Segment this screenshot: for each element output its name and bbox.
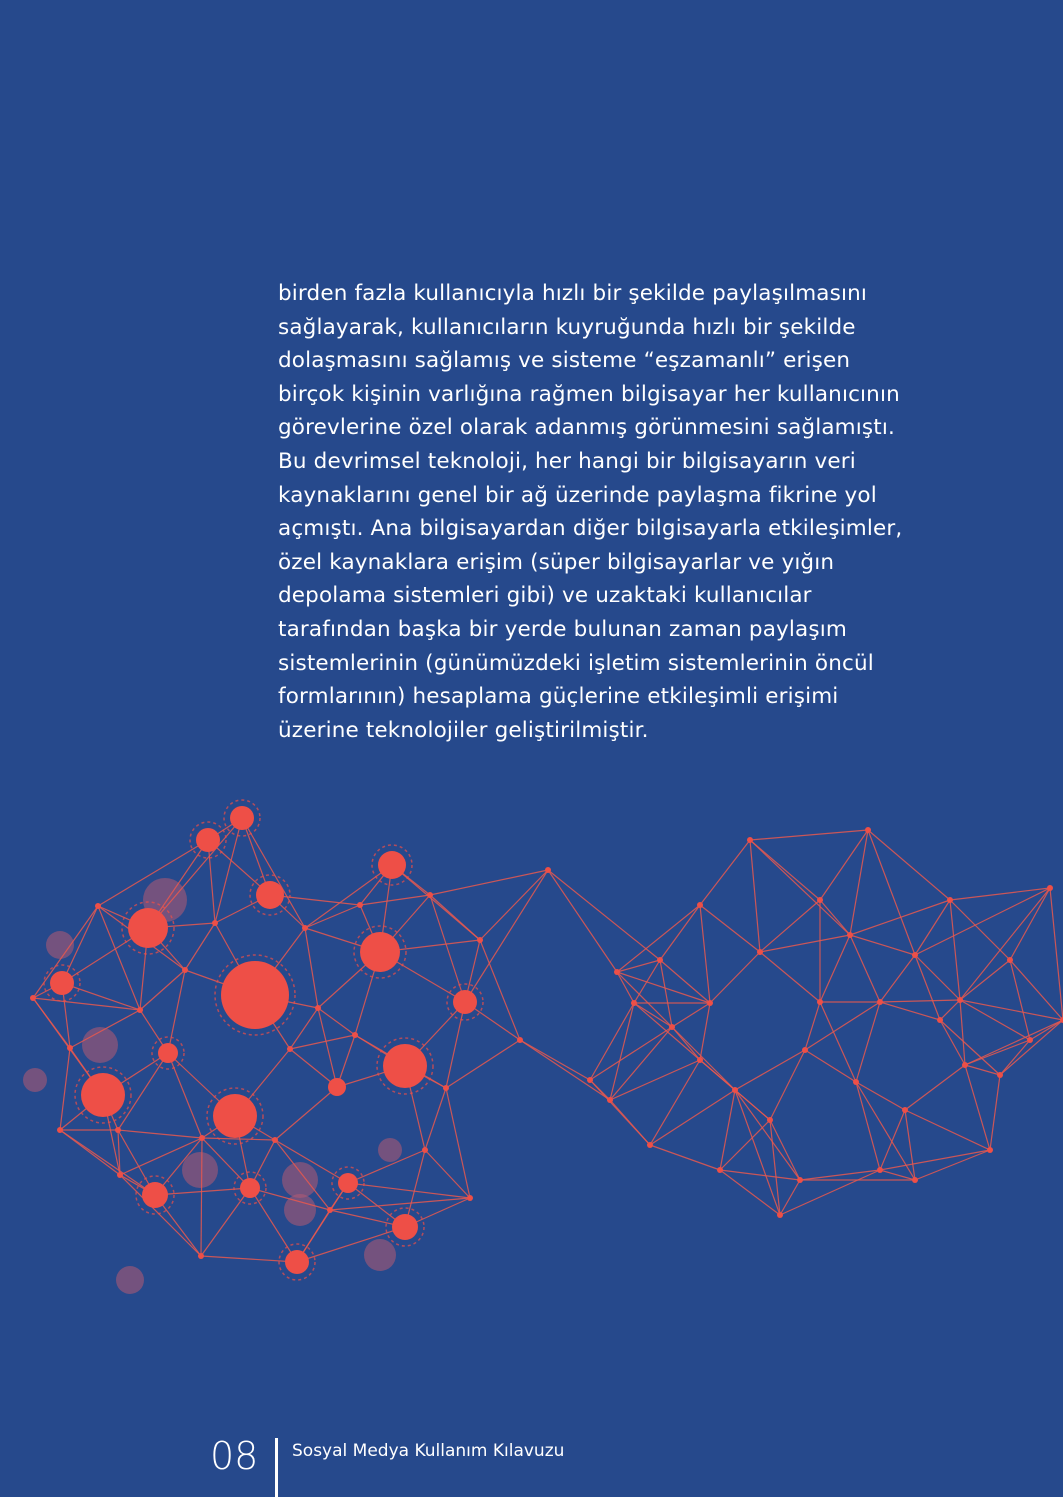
network-line	[700, 840, 750, 905]
network-node	[328, 1078, 346, 1096]
network-line	[915, 955, 940, 1020]
network-line	[760, 952, 820, 1002]
network-node	[717, 1167, 723, 1173]
network-line	[915, 1150, 990, 1180]
network-line	[446, 1040, 520, 1088]
network-line	[850, 935, 880, 1002]
network-line	[634, 1003, 700, 1060]
network-node	[853, 1079, 859, 1085]
network-node	[797, 1177, 803, 1183]
footer-divider	[275, 1438, 278, 1497]
network-line	[960, 1000, 965, 1065]
network-line	[208, 840, 215, 923]
network-node	[947, 897, 953, 903]
network-node	[987, 1147, 993, 1153]
network-node	[757, 949, 763, 955]
network-node	[877, 999, 883, 1005]
network-node	[198, 1253, 204, 1259]
network-line	[520, 1040, 590, 1080]
body-paragraph	[278, 277, 978, 747]
network-node	[115, 1127, 121, 1133]
network-node	[213, 1094, 257, 1138]
network-node	[697, 1057, 703, 1063]
paragraph-line: birçok kişinin varlığına rağmen bilgisayar her kullanıcının	[278, 381, 900, 407]
network-line	[880, 1002, 940, 1020]
network-faded-node	[23, 1068, 47, 1092]
network-faded-node	[116, 1266, 144, 1294]
paragraph-line: dolaşmasını sağlamış ve sisteme “eşzamanlı” erişen	[278, 348, 851, 374]
network-node	[199, 1135, 205, 1141]
network-line	[480, 870, 548, 940]
network-line	[185, 923, 215, 970]
network-line	[360, 895, 430, 905]
network-faded-node	[364, 1239, 396, 1271]
network-node	[777, 1212, 783, 1218]
network-node	[607, 1097, 613, 1103]
network-line	[118, 1130, 202, 1138]
network-line	[590, 1003, 634, 1080]
network-node	[802, 1047, 808, 1053]
network-line	[700, 905, 760, 952]
network-node	[392, 1214, 418, 1240]
network-line	[856, 1082, 915, 1180]
footer-title: Sosyal Medya Kullanım Kılavuzu	[292, 1441, 565, 1461]
network-line	[905, 1065, 965, 1110]
network-node	[937, 1017, 943, 1023]
network-line	[700, 1003, 710, 1060]
network-line	[520, 1040, 610, 1100]
network-node	[240, 1178, 260, 1198]
network-node	[631, 1000, 637, 1006]
network-node	[847, 932, 853, 938]
network-node	[747, 837, 753, 843]
page-number: 08	[210, 1434, 259, 1478]
network-node	[117, 1172, 123, 1178]
network-line	[965, 1065, 990, 1150]
network-node	[453, 990, 477, 1014]
network-faded-node	[282, 1162, 318, 1198]
network-node	[877, 1167, 883, 1173]
network-line	[868, 830, 950, 900]
network-faded-node	[378, 1138, 402, 1162]
network-node	[1027, 1037, 1033, 1043]
network-line	[430, 870, 548, 895]
network-line	[1030, 1020, 1063, 1040]
network-line	[201, 1188, 250, 1256]
paragraph-line: birden fazla kullanıcıyla hızlı bir şekilde paylaşılmasını	[278, 281, 868, 306]
network-line	[610, 1100, 650, 1145]
network-node	[962, 1062, 968, 1068]
network-line	[634, 1003, 672, 1027]
network-line	[780, 1180, 800, 1215]
network-line	[672, 1003, 710, 1027]
network-line	[735, 1090, 800, 1180]
network-faded-node	[82, 1027, 118, 1063]
network-node	[467, 1195, 473, 1201]
network-line	[650, 1060, 700, 1145]
network-node	[272, 1137, 278, 1143]
network-line	[850, 935, 915, 955]
paragraph-line: sağlayarak, kullanıcıların kuyruğunda hızlı bir şekilde	[278, 314, 856, 340]
network-line	[820, 830, 868, 900]
network-node	[50, 971, 74, 995]
network-line	[880, 1000, 960, 1002]
network-line	[60, 1048, 70, 1130]
network-line	[850, 830, 868, 935]
network-node	[707, 1000, 713, 1006]
network-line	[650, 1145, 720, 1170]
network-node	[427, 892, 433, 898]
network-line	[760, 900, 820, 952]
network-node	[865, 827, 871, 833]
network-line	[118, 1053, 168, 1130]
network-line	[820, 935, 850, 1002]
network-line	[760, 935, 850, 952]
network-node	[443, 1085, 449, 1091]
network-line	[750, 840, 850, 935]
network-line	[590, 1027, 672, 1080]
paragraph-line: tarafından başka bir yerde bulunan zaman paylaşım	[278, 616, 847, 642]
network-node	[212, 920, 218, 926]
network-line	[700, 905, 710, 1003]
network-line	[940, 1000, 960, 1020]
network-line	[290, 1035, 355, 1049]
network-line	[548, 870, 660, 960]
network-line	[820, 900, 850, 935]
paragraph-line: formlarının) hesaplama güçlerine etkileşimli erişimi	[278, 684, 839, 710]
network-node	[285, 1250, 309, 1274]
network-node	[67, 1045, 73, 1051]
network-node	[912, 952, 918, 958]
network-line	[446, 1088, 470, 1198]
network-line	[960, 888, 1050, 1000]
network-node	[767, 1117, 773, 1123]
network-line	[610, 1060, 700, 1100]
network-lines	[33, 818, 1063, 1262]
network-illustration	[0, 790, 1063, 1330]
paragraph-line: Bu devrimsel teknoloji, her hangi bir bilgisayarın veri	[278, 448, 856, 474]
network-node	[517, 1037, 523, 1043]
network-node	[477, 937, 483, 943]
paragraph-line: depolama sistemleri gibi) ve uzaktaki kullanıcılar	[278, 583, 812, 609]
network-node	[95, 903, 101, 909]
network-node	[545, 867, 551, 873]
network-line	[750, 840, 820, 900]
network-line	[275, 1087, 337, 1140]
paragraph-line: kaynaklarını genel bir ağ üzerinde paylaşma fikrine yol	[278, 482, 877, 508]
network-line	[242, 818, 305, 928]
network-node	[912, 1177, 918, 1183]
network-line	[805, 1002, 820, 1050]
network-line	[1010, 888, 1050, 960]
network-node	[182, 967, 188, 973]
network-node	[338, 1173, 358, 1193]
network-node	[732, 1087, 738, 1093]
network-node	[357, 902, 363, 908]
network-line	[950, 888, 1050, 900]
network-node	[196, 828, 220, 852]
network-line	[202, 1138, 275, 1140]
network-line	[960, 960, 1010, 1000]
network-node	[902, 1107, 908, 1113]
network-node	[30, 995, 36, 1001]
network-node	[422, 1147, 428, 1153]
network-faded-node	[182, 1152, 218, 1188]
network-line	[950, 900, 960, 1000]
network-node	[614, 969, 620, 975]
network-node	[587, 1077, 593, 1083]
network-node	[158, 1043, 178, 1063]
network-line	[990, 1075, 1000, 1150]
network-line	[915, 888, 1050, 955]
network-node	[287, 1046, 293, 1052]
network-line	[201, 1256, 297, 1262]
network-node	[221, 961, 289, 1029]
network-line	[880, 955, 915, 1002]
paragraph-line: açmıştı. Ana bilgisayardan diğer bilgisayarla etkileşimler,	[278, 516, 903, 542]
network-line	[660, 960, 710, 1003]
network-line	[425, 1088, 446, 1150]
network-node	[256, 881, 284, 909]
network-nodes	[30, 800, 1063, 1280]
network-node	[360, 932, 400, 972]
network-node	[142, 1182, 168, 1208]
network-node	[327, 1207, 333, 1213]
network-line	[1050, 888, 1063, 1020]
paragraph-line: üzerine teknolojiler geliştirilmiştir.	[278, 717, 649, 743]
network-node	[352, 1032, 358, 1038]
network-node	[57, 1127, 63, 1133]
network-line	[548, 870, 617, 972]
network-line	[880, 1110, 905, 1170]
network-line	[750, 830, 868, 840]
network-node	[669, 1024, 675, 1030]
network-node	[81, 1073, 125, 1117]
network-line	[905, 1110, 990, 1150]
network-line	[305, 865, 392, 928]
network-line	[950, 900, 1010, 960]
network-line	[650, 1090, 735, 1145]
network-line	[672, 1027, 735, 1090]
network-node	[378, 851, 406, 879]
network-line	[168, 1053, 202, 1138]
network-line	[60, 1130, 155, 1195]
network-line	[465, 870, 548, 1002]
network-line	[915, 955, 960, 1000]
network-line	[425, 1150, 470, 1198]
network-node	[230, 806, 254, 830]
network-node	[647, 1142, 653, 1148]
network-line	[446, 1002, 465, 1088]
network-line	[770, 1120, 800, 1180]
network-node	[315, 1005, 321, 1011]
network-line	[856, 1082, 880, 1170]
network-line	[750, 840, 760, 952]
network-node	[302, 925, 308, 931]
network-line	[480, 940, 520, 1040]
network-line	[880, 1150, 990, 1170]
network-line	[856, 1002, 880, 1082]
network-line	[960, 1000, 1030, 1040]
network-node	[383, 1044, 427, 1088]
network-node	[817, 999, 823, 1005]
network-line	[940, 1020, 965, 1065]
network-line	[305, 928, 318, 1008]
network-line	[805, 1002, 880, 1050]
network-node	[657, 957, 663, 963]
network-line	[290, 1049, 337, 1087]
network-line	[348, 1183, 470, 1198]
network-node	[1047, 885, 1053, 891]
network-line	[905, 1110, 915, 1180]
network-line	[856, 1082, 905, 1110]
network-node	[817, 897, 823, 903]
network-node	[128, 908, 168, 948]
network-node	[957, 997, 963, 1003]
network-node	[997, 1072, 1003, 1078]
network-line	[850, 900, 950, 935]
network-line	[290, 1008, 318, 1049]
network-node	[697, 902, 703, 908]
network-line	[868, 830, 915, 955]
paragraph-line: görevlerine özel olarak adanmış görünmesini sağlamıştı.	[278, 415, 895, 441]
network-node	[1007, 957, 1013, 963]
network-line	[330, 1198, 470, 1210]
network-line	[710, 952, 760, 1003]
paragraph-line: sistemlerinin (günümüzdeki işletim sistemlerinin öncül	[278, 650, 874, 676]
network-node	[137, 1007, 143, 1013]
paragraph-line: özel kaynaklara erişim (süper bilgisayarlar ve yığın	[278, 549, 835, 575]
